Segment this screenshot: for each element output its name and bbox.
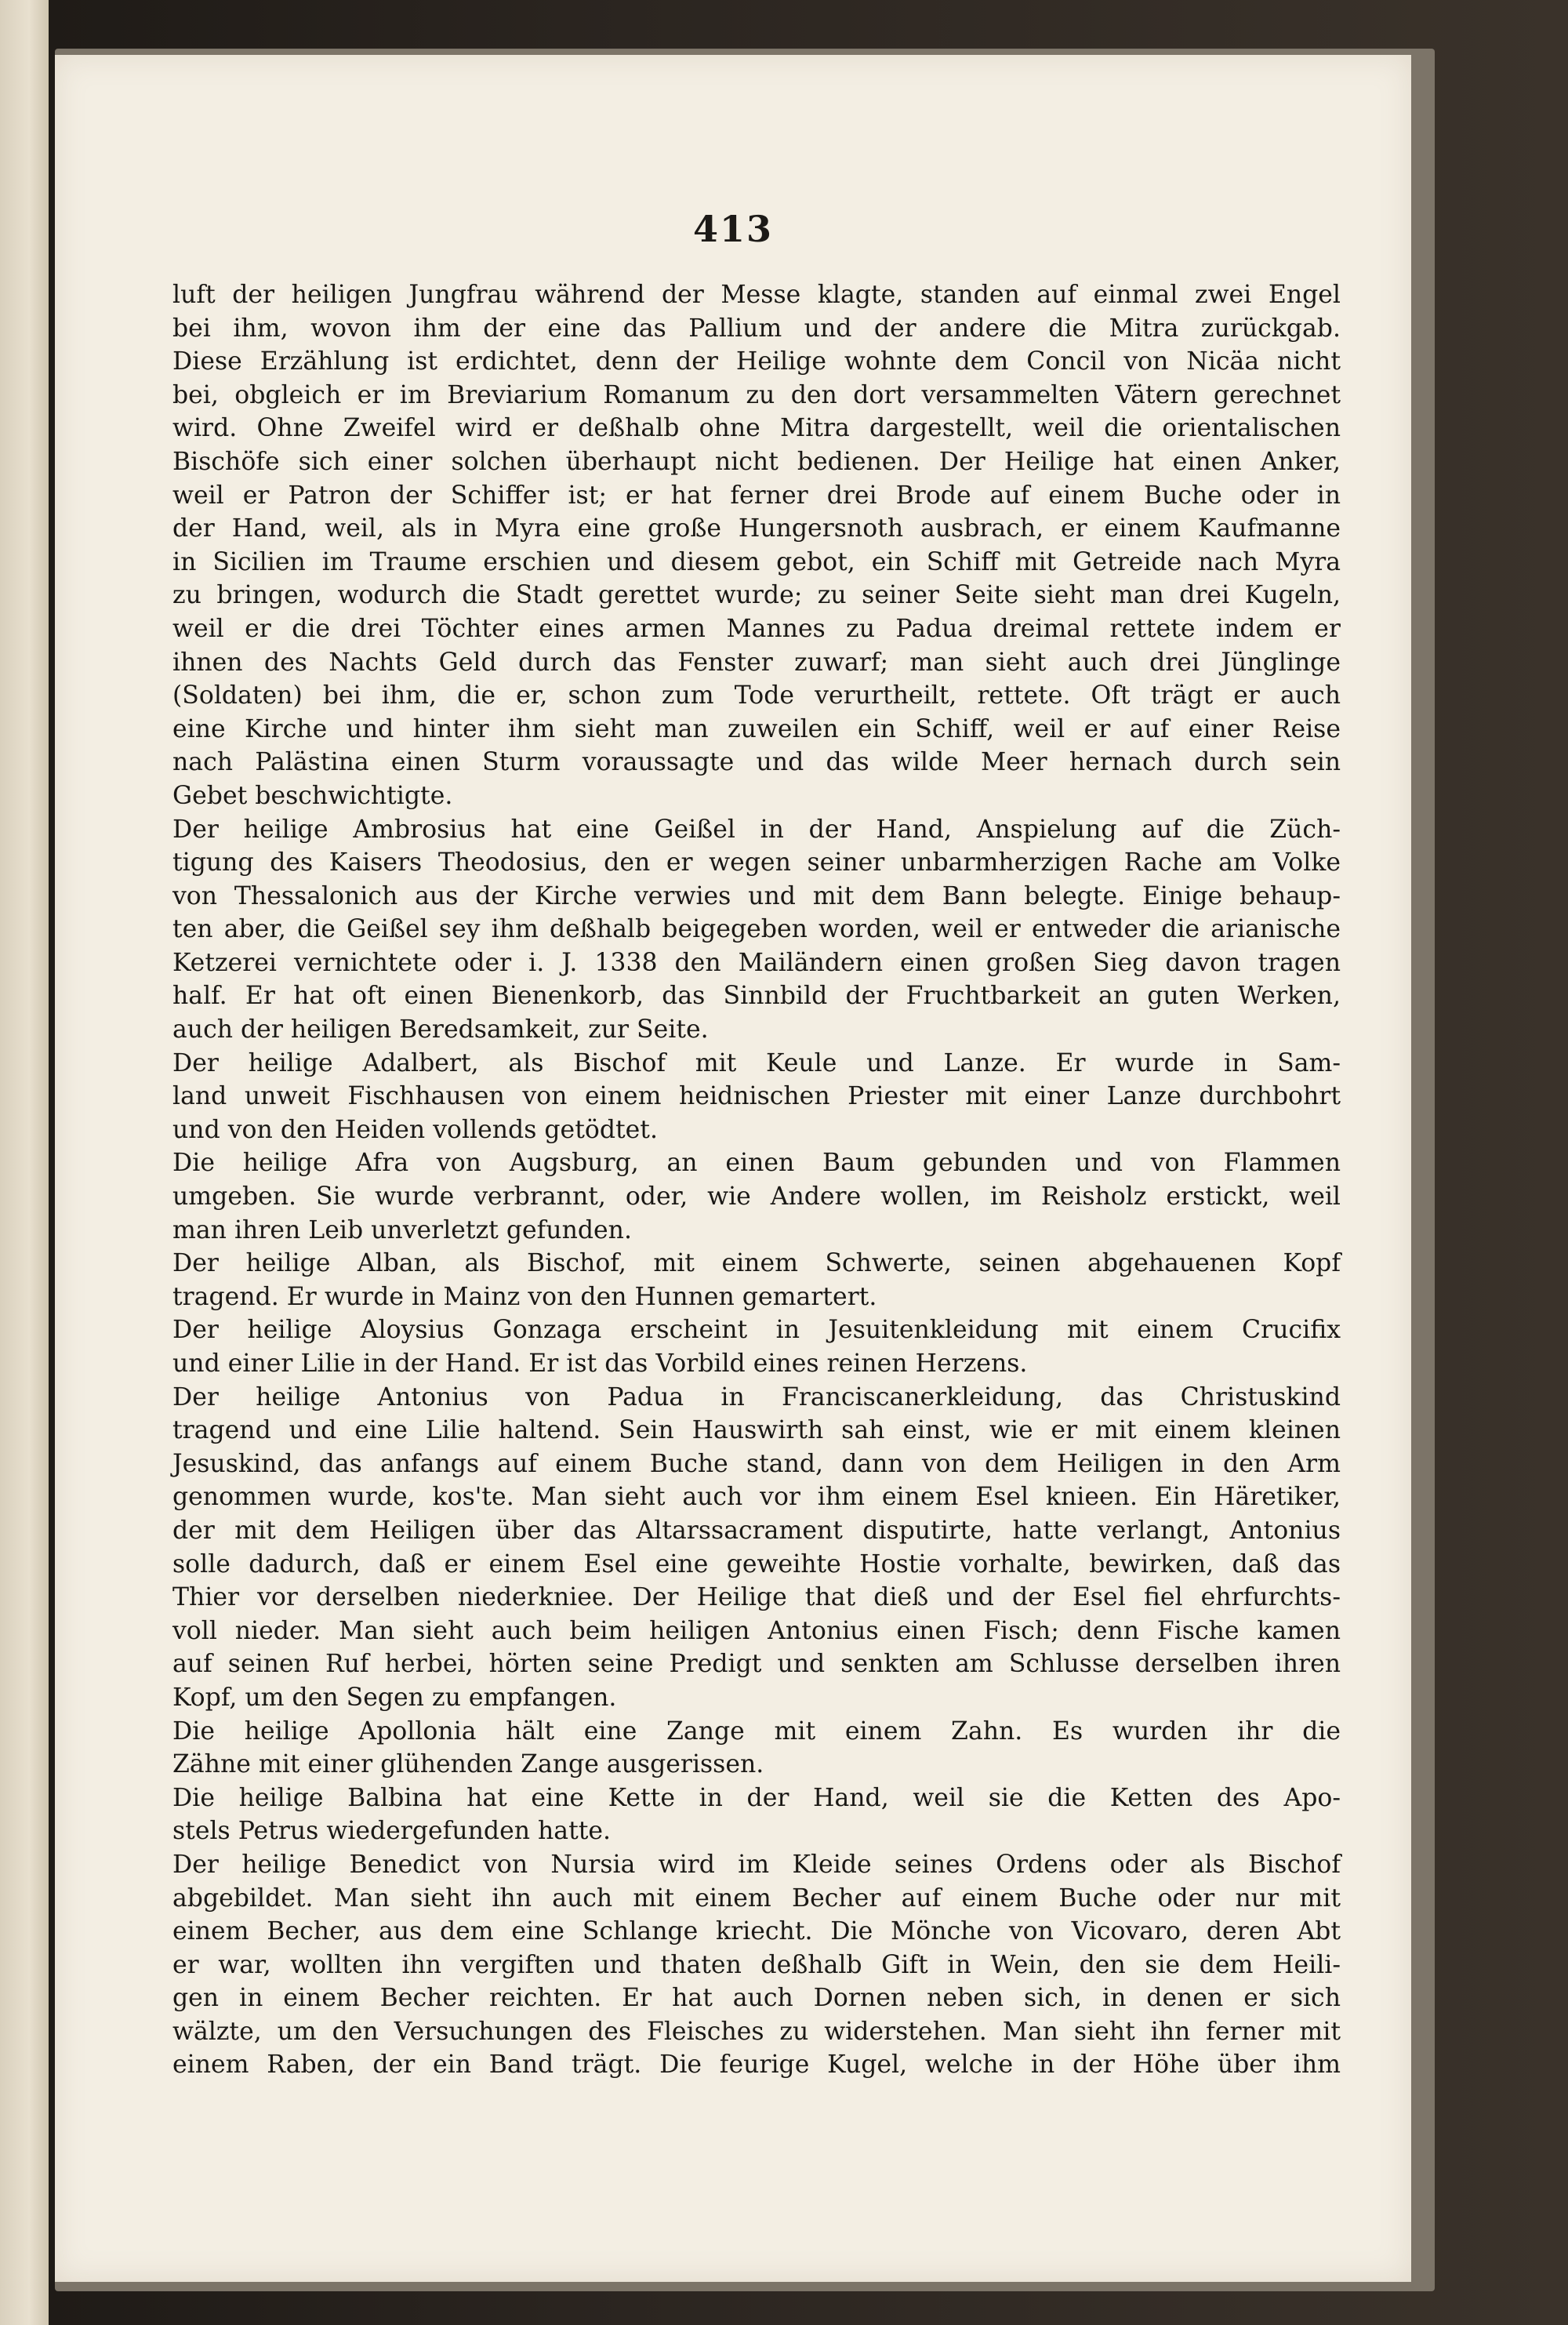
text-line: ihnen des Nachts Geld durch das Fenster zuwarf; man sieht auch drei Jünglinge <box>172 648 1341 677</box>
text-line: einem Becher, aus dem eine Schlange kriecht. Die Mönche von Vicovaro, deren Abt <box>172 1917 1341 1946</box>
text-line: Die heilige Apollonia hält eine Zange mit einem Zahn. Es wurden ihr die <box>172 1717 1341 1746</box>
text-line: tigung des Kaisers Theodosius, den er wegen seiner unbarmherzigen Rache am Volke <box>172 848 1341 877</box>
text-line: einem Raben, der ein Band trägt. Die feurige Kugel, welche in der Höhe über ihm <box>172 2051 1341 2080</box>
text-line: umgeben. Sie wurde verbrannt, oder, wie Andere wollen, im Reisholz erstickt, weil <box>172 1182 1341 1212</box>
text-line: abgebildet. Man sieht ihn auch mit einem Becher auf einem Buche oder nur mit <box>172 1884 1341 1913</box>
text-line: wälzte, um den Versuchungen des Fleisches zu widerstehen. Man sieht ihn ferner mit <box>172 2017 1341 2046</box>
text-line: er war, wollten ihn vergiften und thaten deßhalb Gift in Wein, den sie dem Heili- <box>172 1950 1341 1979</box>
text-line: luft der heiligen Jungfrau während der Messe klagte, standen auf einmal zwei Engel <box>172 281 1341 309</box>
text-line: Der heilige Benedict von Nursia wird im Kleide seines Ordens oder als Bischof <box>172 1850 1341 1879</box>
text-line: weil er die drei Töchter eines armen Mannes zu Padua dreimal rettete indem er <box>172 614 1341 643</box>
text-line: gen in einem Becher reichten. Er hat auch Dornen neben sich, in denen er sich <box>172 1984 1341 2013</box>
text-line: von Thessalonich aus der Kirche verwies und mit dem Bann belegte. Einige behaup- <box>172 881 1341 910</box>
text-line: (Soldaten) bei ihm, die er, schon zum Tode verurtheilt, rettete. Oft trägt er auch <box>172 681 1341 710</box>
text-line: Der heilige Aloysius Gonzaga erscheint in Jesuitenkleidung mit einem Crucifix <box>172 1316 1341 1345</box>
text-line: tragend. Er wurde in Mainz von den Hunnen gemartert. <box>172 1282 877 1311</box>
text-line: land unweit Fischhausen von einem heidnischen Priester mit einer Lanze durchbohrt <box>172 1082 1341 1111</box>
text-body <box>172 278 1341 2082</box>
text-line: Jesuskind, das anfangs auf einem Buche stand, dann von dem Heiligen in den Arm <box>172 1449 1341 1478</box>
text-line: eine Kirche und hinter ihm sieht man zuweilen ein Schiff, weil er auf einer Reise <box>172 714 1341 743</box>
text-line: stels Petrus wiedergefunden hatte. <box>172 1817 612 1846</box>
text-line: ten aber, die Geißel sey ihm deßhalb beigegeben worden, weil er entweder die arianische <box>172 915 1341 944</box>
text-line: der mit dem Heiligen über das Altarssacrament disputirte, hatte verlangt, Antonius <box>172 1516 1341 1545</box>
text-line: auf seinen Ruf herbei, hörten seine Predigt und senkten am Schlusse derselben ihren <box>172 1650 1341 1679</box>
book-page <box>55 55 1411 2282</box>
text-line: weil er Patron der Schiffer ist; er hat ferner drei Brode auf einem Buche oder in <box>172 481 1341 510</box>
text-line: Der heilige Ambrosius hat eine Geißel in der Hand, Anspielung auf die Züch- <box>172 815 1341 844</box>
text-line: und einer Lilie in der Hand. Er ist das Vorbild eines reinen Herzens. <box>172 1350 1028 1378</box>
text-line: Die heilige Afra von Augsburg, an einen Baum gebunden und von Flammen <box>172 1149 1341 1178</box>
text-line: und von den Heiden vollends getödtet. <box>172 1115 658 1144</box>
text-line: Bischöfe sich einer solchen überhaupt nicht bedienen. Der Heilige hat einen Anker, <box>172 447 1341 476</box>
text-line: Der heilige Alban, als Bischof, mit einem Schwerte, seinen abgehauenen Kopf <box>172 1249 1341 1278</box>
text-line: Die heilige Balbina hat eine Kette in der Hand, weil sie die Ketten des Apo- <box>172 1783 1341 1812</box>
text-line: voll nieder. Man sieht auch beim heiligen Antonius einen Fisch; denn Fische kamen <box>172 1616 1341 1645</box>
text-line: Diese Erzählung ist erdichtet, denn der Heilige wohnte dem Concil von Nicäa nicht <box>172 347 1341 376</box>
text-line: man ihren Leib unverletzt gefunden. <box>172 1215 632 1244</box>
text-line: Thier vor derselben niederkniee. Der Heilige that dieß und der Esel fiel ehrfurchts- <box>172 1583 1341 1612</box>
text-line: bei ihm, wovon ihm der eine das Pallium und der andere die Mitra zurückgab. <box>172 314 1341 343</box>
text-line: auch der heiligen Beredsamkeit, zur Seite. <box>172 1015 709 1044</box>
text-line: Ketzerei vernichtete oder i. J. 1338 den Mailändern einen großen Sieg davon tragen <box>172 948 1341 977</box>
page-number: 413 <box>692 208 774 250</box>
text-line: Gebet beschwichtigte. <box>172 781 453 810</box>
text-line: Der heilige Adalbert, als Bischof mit Keule und Lanze. Er wurde in Sam- <box>172 1048 1341 1077</box>
text-line: nach Palästina einen Sturm voraussagte und das wilde Meer hernach durch sein <box>172 748 1341 777</box>
text-line: zu bringen, wodurch die Stadt gerettet wurde; zu seiner Seite sieht man drei Kugeln, <box>172 581 1341 610</box>
text-line: wird. Ohne Zweifel wird er deßhalb ohne Mitra dargestellt, weil die orientalischen <box>172 414 1341 443</box>
text-line: solle dadurch, daß er einem Esel eine geweihte Hostie vorhalte, bewirken, daß das <box>172 1549 1341 1578</box>
text-line: der Hand, weil, als in Myra eine große Hungersnoth ausbrach, er einem Kaufmanne <box>172 514 1341 543</box>
left-page-edge <box>0 0 49 2325</box>
text-line: in Sicilien im Traume erschien und diesem gebot, ein Schiff mit Getreide nach Myra <box>172 547 1341 576</box>
text-line: half. Er hat oft einen Bienenkorb, das Sinnbild der Fruchtbarkeit an guten Werken, <box>172 982 1341 1011</box>
text-line: Zähne mit einer glühenden Zange ausgerissen. <box>172 1750 764 1779</box>
text-line: Der heilige Antonius von Padua in Franciscanerkleidung, das Christuskind <box>172 1382 1341 1411</box>
text-line: tragend und eine Lilie haltend. Sein Hauswirth sah einst, wie er mit einem kleinen <box>172 1416 1341 1445</box>
text-line: genommen wurde, kos'te. Man sieht auch vor ihm einem Esel knieen. Ein Häretiker, <box>172 1483 1341 1512</box>
text-line: Kopf, um den Segen zu empfangen. <box>172 1683 617 1712</box>
text-line: bei, obgleich er im Breviarium Romanum zu den dort versammelten Vätern gerechnet <box>172 380 1341 409</box>
